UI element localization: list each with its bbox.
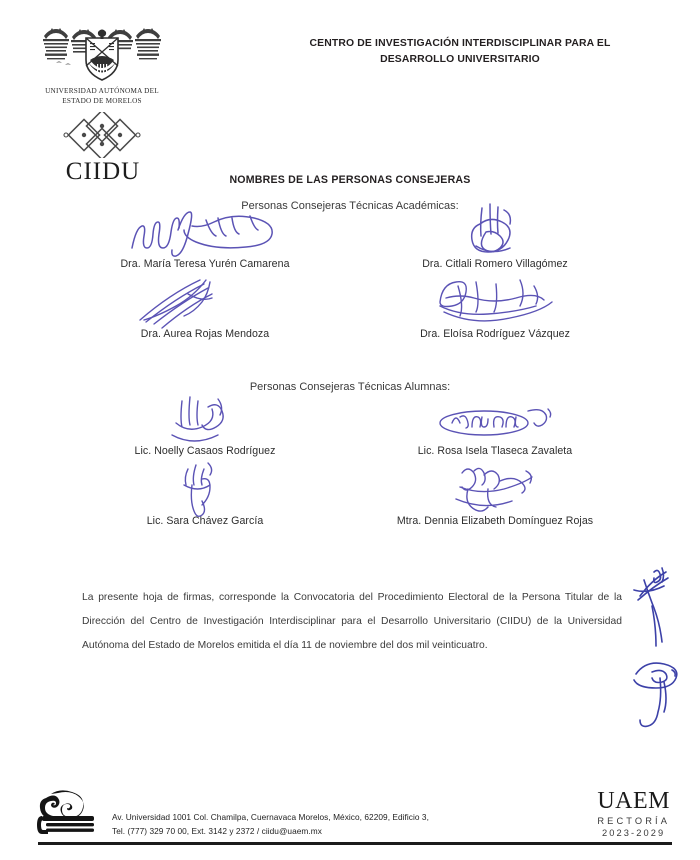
- signature-mark: [350, 389, 640, 447]
- signature-row: [60, 328, 640, 340]
- margin-signature-marks: [618, 566, 698, 736]
- signature-cell: [350, 328, 640, 340]
- margin-signature-icon: [618, 566, 698, 736]
- signature-cell: [60, 258, 350, 270]
- signature-cell: [60, 445, 350, 457]
- uaem-brand-word: UAEM: [597, 788, 670, 815]
- subheading-academicas: Personas Consejeras Técnicas Académicas:: [241, 200, 459, 212]
- signature-mark: [350, 459, 640, 517]
- header-title-line1: CENTRO DE INVESTIGACIÓN INTERDISCIPLINAR PARA EL: [309, 38, 611, 49]
- signer-name: Lic. Noelly Casaos Rodríguez: [134, 445, 276, 457]
- uaem-shield-icon: [38, 22, 166, 84]
- ciidu-diamonds-icon: [61, 112, 145, 158]
- signature-cell: [60, 328, 350, 340]
- page-footer: [0, 782, 700, 860]
- signature-cell: [350, 515, 640, 527]
- signature-row: [60, 515, 640, 527]
- signature-row: [60, 258, 640, 270]
- header-title: [270, 36, 650, 68]
- footer-address-line2: Tel. (777) 329 70 00, Ext. 3142 y 2372 / ciidu@uaem.mx: [112, 825, 322, 836]
- signer-name: Dra. Eloísa Rodríguez Vázquez: [420, 328, 570, 340]
- signer-name: Mtra. Dennia Elizabeth Domínguez Rojas: [396, 515, 594, 527]
- footer-address: [112, 811, 429, 838]
- uaem-brand-rectoria: RECTORÍA: [597, 816, 670, 827]
- signature-cell: [350, 258, 640, 270]
- signature-mark: [350, 272, 640, 330]
- uaem-brand-years: 2023-2029: [601, 827, 666, 838]
- signer-name: Dra. María Teresa Yurén Camarena: [120, 258, 290, 270]
- uaem-rectoria-brand: [597, 789, 670, 838]
- footer-divider: [38, 842, 672, 845]
- signature-cell: [350, 445, 640, 457]
- footer-address-line1: Av. Universidad 1001 Col. Chamilpa, Cuernavaca Morelos, México, 62209, Edificio 3,: [112, 812, 429, 823]
- ciidu-wordmark: CIIDU: [65, 158, 141, 185]
- signature-row: [60, 445, 640, 457]
- uaem-logo-line2: ESTADO DE MORELOS: [62, 96, 142, 105]
- signature-mark: [60, 459, 350, 517]
- signer-name: Lic. Rosa Isela Tlaseca Zavaleta: [417, 445, 573, 457]
- signature-mark: [60, 272, 350, 330]
- signature-cell: [60, 515, 350, 527]
- subheading-alumnas: Personas Consejeras Técnicas Alumnas:: [249, 381, 451, 393]
- uaem-glyph-icon: [36, 790, 104, 839]
- signer-name: Dra. Aurea Rojas Mendoza: [140, 328, 270, 340]
- page-title: NOMBRES DE LAS PERSONAS CONSEJERAS: [229, 174, 471, 186]
- signer-name: Lic. Sara Chávez García: [146, 515, 264, 527]
- closing-paragraph: La presente hoja de firmas, corresponde la Convocatoria del Procedimiento Electoral de la Persona Titular de la Dirección del Centro de Investigación Interdisciplinar para el Desarrollo Universitario (CIIDU) de la Universidad Autónoma del Estado de Morelos emitida el día 11 de noviembre del dos mil veinticuatro.: [82, 592, 622, 652]
- uaem-shield-logo: [32, 22, 172, 106]
- signature-mark: [60, 389, 350, 447]
- uaem-logo-line1: UNIVERSIDAD AUTÓNOMA DEL: [45, 87, 159, 95]
- header-title-line2: DESARROLLO UNIVERSITARIO: [380, 54, 540, 66]
- signer-name: Dra. Citlali Romero Villagómez: [422, 258, 568, 270]
